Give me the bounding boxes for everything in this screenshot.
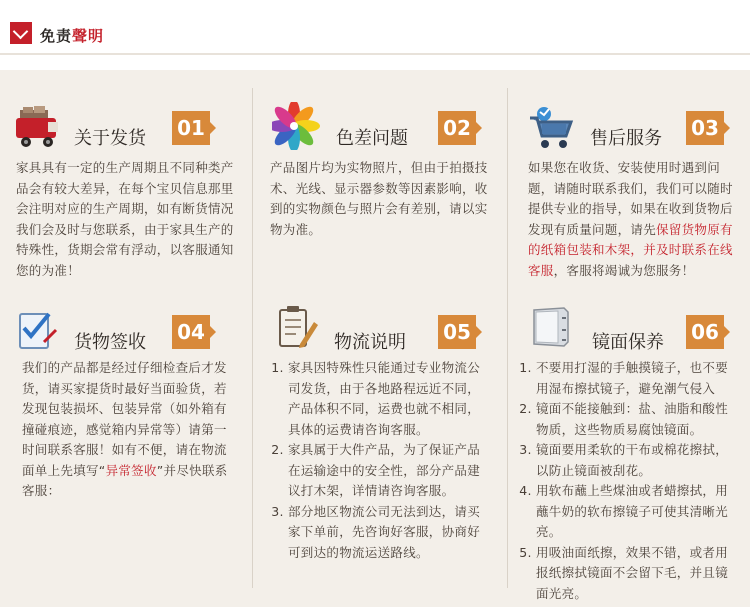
panel-text: 家具具有一定的生产周期且不同种类产品会有较大差异，在每个宝贝信息那里会注明对应的生产周期，如有断货情况我们会及时与您联系，由于家具生产的特殊性，货期会常有浮动，以客服通知您的为准！	[16, 160, 234, 278]
panel-text-part: ，客服将竭诚为您服务！	[553, 262, 695, 278]
panel-text	[528, 158, 740, 281]
panel-text-highlight: 异常签收	[105, 462, 157, 478]
page-title	[40, 25, 104, 46]
page-title-highlight: 聲明	[72, 27, 105, 45]
panel-list-container	[518, 358, 738, 604]
panel-color-difference	[272, 100, 504, 280]
panel-number-badge: 05	[438, 315, 476, 349]
panel-after-sales	[528, 100, 750, 290]
header-bar	[0, 0, 750, 70]
header-divider	[0, 53, 750, 55]
panel-number-badge: 03	[686, 111, 724, 145]
panel-title: 货物签收	[74, 332, 146, 353]
panel-text-part: 如果您在收货、安装使用时遇到问题，请随时联系我们，我们可以随时提供专业的指导，如果在收到货物后发现有质量问题，请先	[528, 160, 733, 237]
panel-shipping	[14, 100, 246, 280]
panel-mirror-care	[526, 304, 750, 601]
panel-title: 镜面保养	[592, 332, 664, 353]
column-divider	[507, 88, 508, 588]
panel-text-part: ”并尽快联系客服：	[22, 462, 228, 498]
checklist-sign-icon	[14, 306, 62, 354]
clipboard-pen-icon	[274, 304, 322, 352]
panel-logistics	[270, 304, 502, 564]
panel-number-badge: 02	[438, 111, 476, 145]
panel-receipt	[14, 304, 246, 504]
page-title-prefix: 免责	[40, 27, 73, 45]
panel-number-badge: 04	[172, 315, 210, 349]
panel-title: 物流说明	[334, 332, 406, 353]
panel-number-badge: 01	[172, 111, 210, 145]
list-item: 3. 镜面要用柔软的干布或棉花擦拭，以防止镜面被刮花。	[536, 440, 738, 481]
panel-title: 售后服务	[590, 128, 662, 149]
list-item: 2. 家具属于大件产品，为了保证产品在运输途中的安全性，部分产品建议打木架，详情请咨询客服。	[288, 440, 484, 502]
panel-text-highlight: 保留货物原有的纸箱包装和木架，并及时联系在线客服	[528, 221, 733, 278]
mirror-cabinet-icon	[526, 304, 574, 352]
list-item: 5. 用吸油面纸擦，效果不错，或者用报纸擦拭镜面不会留下毛，并且镜面光亮。	[536, 543, 738, 605]
list-item: 1. 家具因特殊性只能通过专业物流公司发货，由于各地路程远近不同，产品体积不同，运费也就不相同，具体的运费请咨询客服。	[288, 358, 484, 440]
panel-text	[22, 358, 236, 502]
list-item: 1. 不要用打湿的手触摸镜子，也不要用湿布擦拭镜子，避免潮气侵入	[536, 358, 738, 399]
shopping-cart-icon	[528, 104, 576, 152]
panel-text: 产品图片均为实物照片，但由于拍摄技术、光线、显示器参数等因素影响，收到的实物颜色与照片会有差别，请以实物为准。	[270, 160, 488, 237]
panel-list-container	[270, 358, 484, 563]
panel-title: 关于发货	[74, 128, 146, 149]
delivery-truck-icon	[14, 104, 62, 152]
panel-text-part: 我们的产品都是经过仔细检查后才发货，请买家提货时最好当面验货，若发现包装损坏、包装异常（如外箱有撞碰痕迹，感觉箱内异常等）请第一时间联系客服！如有不便，请在物流面单上先填写“	[22, 360, 227, 478]
list-item: 3. 部分地区物流公司无法到达，请买家下单前，先咨询好客服，协商好可到达的物流运送路线。	[288, 502, 484, 564]
column-divider	[252, 88, 253, 588]
list-item: 2. 镜面不能接触到：盐、油脂和酸性物质，这些物质易腐蚀镜面。	[536, 399, 738, 440]
color-wheel-icon	[272, 102, 320, 150]
panel-title: 色差问题	[336, 128, 408, 149]
mirror-care-list	[518, 358, 738, 604]
logistics-list	[270, 358, 484, 563]
list-item: 4. 用软布蘸上些煤油或者蜡擦拭，用蘸牛奶的软布擦镜子可使其清晰光亮。	[536, 481, 738, 543]
check-mark-icon	[10, 22, 32, 44]
panel-number-badge: 06	[686, 315, 724, 349]
